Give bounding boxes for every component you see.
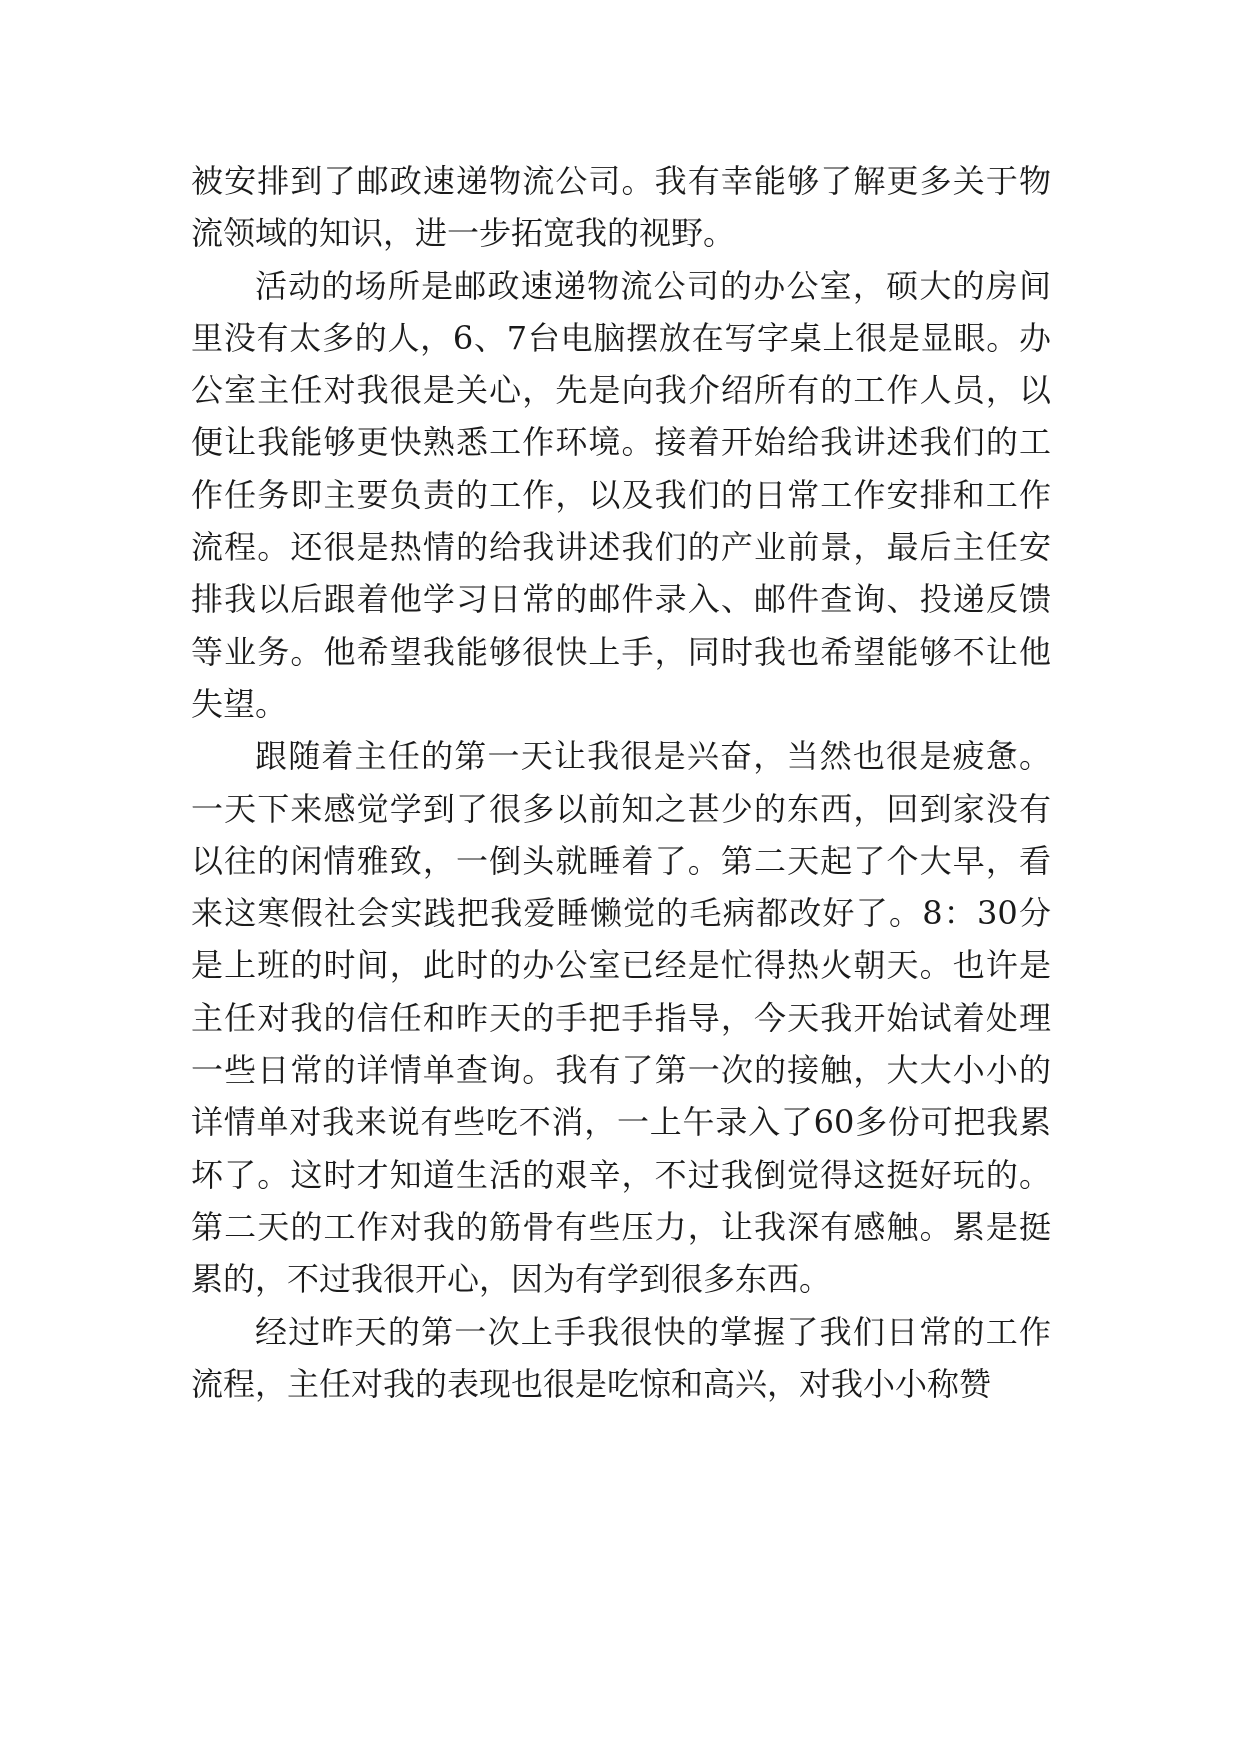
paragraph-4: 经过昨天的第一次上手我很快的掌握了我们日常的工作流程，主任对我的表现也很是吃惊和高兴，对我小小称赞 [191,1312,1051,1403]
body-text [191,155,1051,1410]
paragraph-1: 被安排到了邮政速递物流公司。我有幸能够了解更多关于物流领域的知识，进一步拓宽我的视野。 [191,162,1051,253]
paragraph-3: 跟随着主任的第一天让我很是兴奋，当然也很是疲惫。一天下来感觉学到了很多以前知之甚少的东西，回到家没有以往的闲情雅致，一倒头就睡着了。第二天起了个大早，看来这寒假社会实践把我爱睡懒觉的毛病都改好了。8：30分是上班的时间，此时的办公室已经是忙得热火朝天。也许是主任对我的信任和昨天的手把手指导，今天我开始试着处理一些日常的详情单查询。我有了第一次的接触，大大小小的详情单对我来说有些吃不消，一上午录入了60多份可把我累坏了。这时才知道生活的艰辛，不过我倒觉得这挺好玩的。第二天的工作对我的筋骨有些压力，让我深有感触。累是挺累的，不过我很开心，因为有学到很多东西。 [191,737,1051,1299]
paragraph-2: 活动的场所是邮政速递物流公司的办公室，硕大的房间里没有太多的人，6、7台电脑摆放在写字桌上很是显眼。办公室主任对我很是关心，先是向我介绍所有的工作人员，以便让我能够更快熟悉工作环境。接着开始给我讲述我们的工作任务即主要负责的工作，以及我们的日常工作安排和工作流程。还很是热情的给我讲述我们的产业前景，最后主任安排我以后跟着他学习日常的邮件录入、邮件查询、投递反馈等业务。他希望我能够很快上手，同时我也希望能够不让他失望。 [191,266,1051,723]
